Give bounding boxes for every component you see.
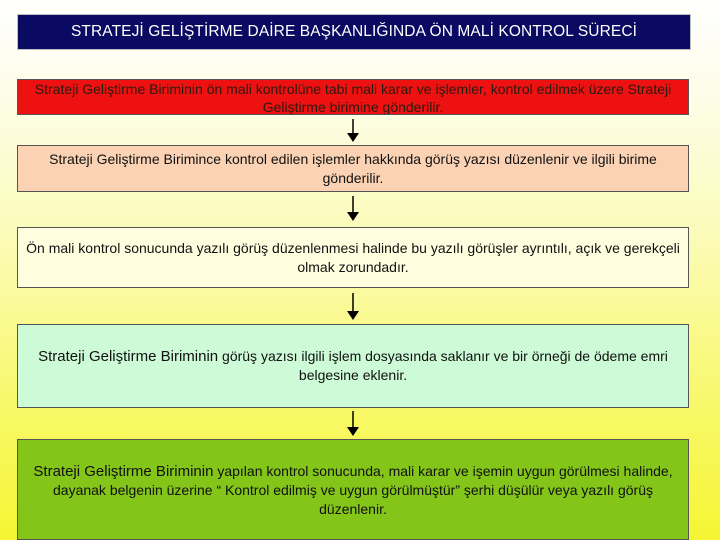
arrow-down-icon (346, 411, 360, 437)
step-5-content (24, 462, 682, 519)
page-title: STRATEJİ GELİŞTİRME DAİRE BAŞKANLIĞINDA ÖN MALİ KONTROL SÜRECİ (17, 14, 691, 50)
step-4-content (24, 347, 682, 385)
step-box-5 (17, 439, 689, 540)
step-box-3 (17, 227, 689, 288)
arrow-down-icon (346, 293, 360, 321)
step-5-lead: Strateji Geliştirme Biriminin (33, 463, 214, 480)
step-box-2 (17, 145, 689, 192)
arrow-down-icon (346, 196, 360, 222)
step-4-lead: Strateji Geliştirme Biriminin (38, 348, 219, 365)
step-2-text: Strateji Geliştirme Birimince kontrol edilen işlemler hakkında görüş yazısı düzenlenir ve ilgili birime gönderilir. (49, 150, 657, 186)
step-box-1 (17, 79, 689, 115)
step-5-text: yapılan kontrol sonucunda, mali karar ve işemin uygun görülmesi halinde, dayanak belgenin üzerine “ Kontrol edilmiş ve uygun görülmüştür” şerhi düşülür veya yazılı görüş düzenlenir. (53, 463, 673, 517)
step-box-4 (17, 324, 689, 408)
step-4-text: görüş yazısı ilgili işlem dosyasında saklanır ve bir örneği de ödeme emri belgesine eklenir. (218, 348, 668, 383)
step-1-text: Strateji Geliştirme Biriminin ön mali kontrolüne tabi mali karar ve işlemler, kontrol edilmek üzere Strateji Geliştirme birimine gönderilir. (34, 81, 672, 115)
arrow-down-icon (346, 119, 360, 143)
step-3-text: Ön mali kontrol sonucunda yazılı görüş düzenlenmesi halinde bu yazılı görüşler ayrıntılı, açık ve gerekçeli olmak zorundadır. (26, 239, 680, 275)
